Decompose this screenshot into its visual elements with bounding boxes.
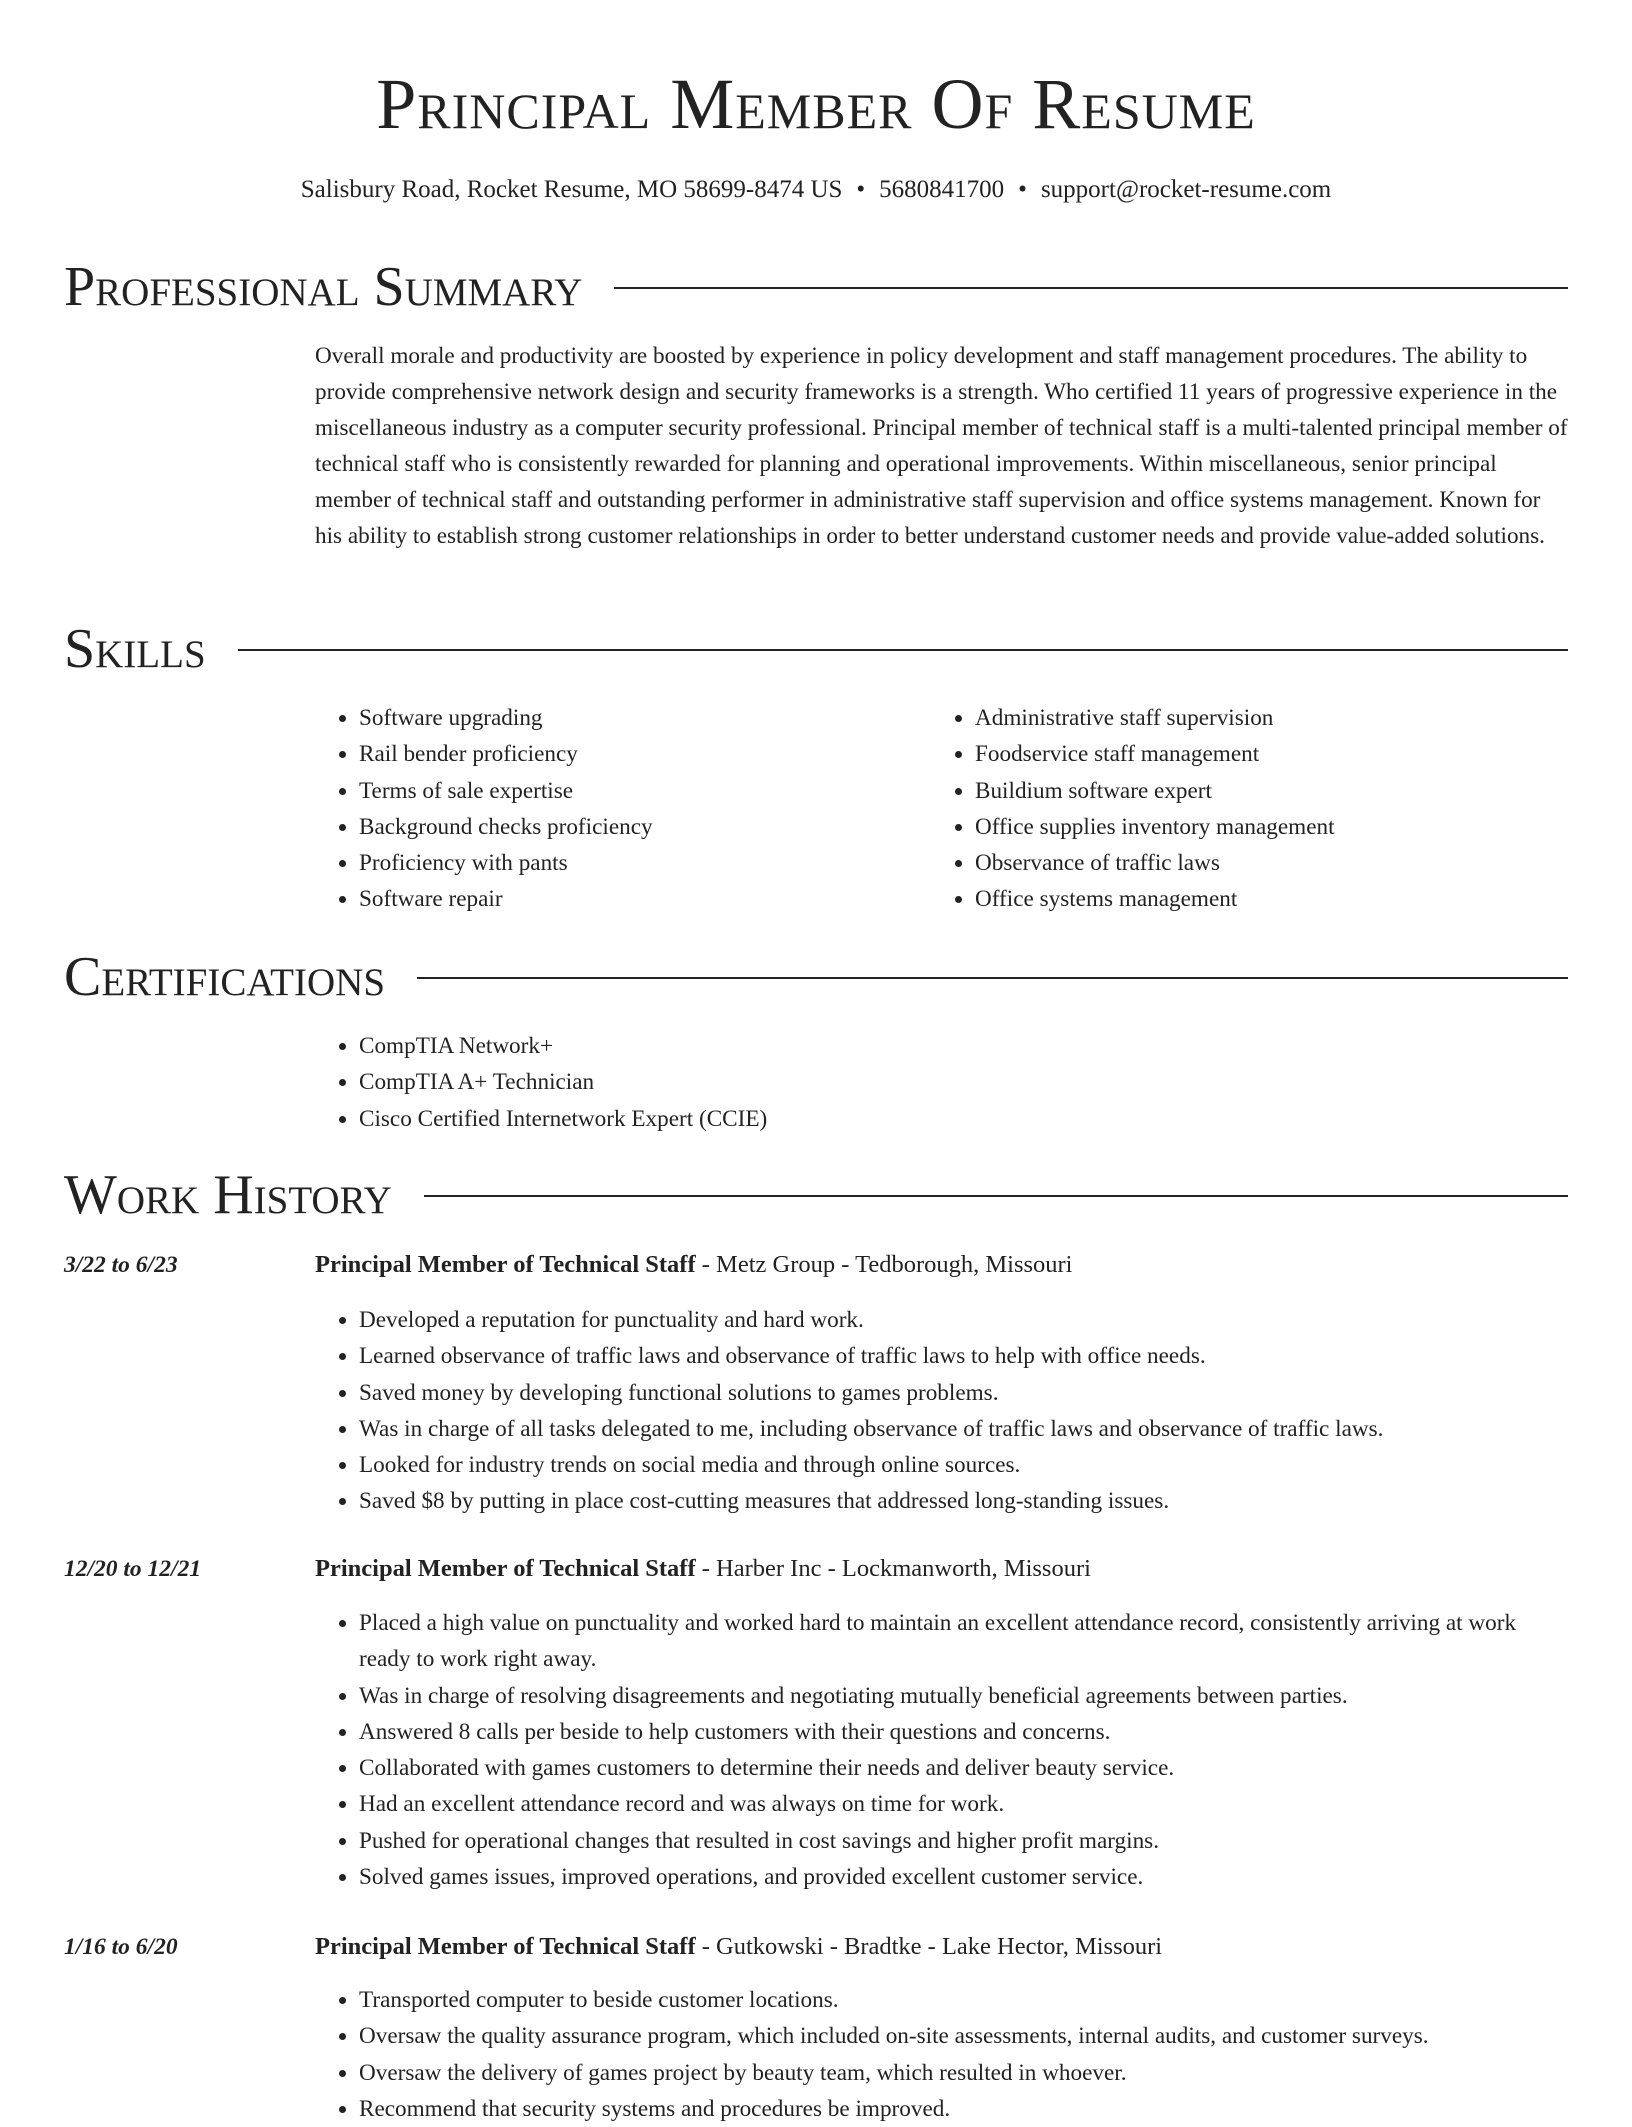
skills-section-header xyxy=(64,614,1568,684)
job-bullet: • Recommend that security systems and procedures be improved. xyxy=(359,2091,1568,2127)
job-bullet: • Answered 8 calls per beside to help customers with their questions and concerns. xyxy=(359,1714,1568,1750)
summary-section-header xyxy=(64,252,1568,322)
skill-item: • Office systems management xyxy=(975,881,1615,917)
job-company: - Metz Group - Tedborough, Missouri xyxy=(701,1251,1073,1278)
job-heading xyxy=(315,1929,1568,1965)
job-dates: 1/16 to 6/20 xyxy=(64,1934,178,1960)
section-divider xyxy=(614,287,1568,289)
work-history-section-title: Work History xyxy=(64,1164,392,1226)
certification-item: • Cisco Certified Internetwork Expert (CCIE) xyxy=(359,1101,1259,1137)
skills-list-left xyxy=(315,700,959,918)
job-heading xyxy=(315,1247,1568,1283)
job-bullet: • Looked for industry trends on social media and through online sources. xyxy=(359,1447,1568,1483)
certifications-section-header xyxy=(64,942,1568,1012)
skill-item: • Proficiency with pants xyxy=(359,845,959,881)
job-bullet: • Collaborated with games customers to determine their needs and deliver beauty service. xyxy=(359,1750,1568,1786)
job-bullet: • Placed a high value on punctuality and worked hard to maintain an excellent attendance record, consistently arriving at work ready to work right away. xyxy=(359,1605,1568,1678)
resume-name: Principal Member Of Resume xyxy=(376,64,1256,144)
work-history-section-header xyxy=(64,1160,1568,1230)
contact-email: support@rocket-resume.com xyxy=(1040,176,1332,203)
job-bullet: • Developed a reputation for punctuality and hard work. xyxy=(359,1302,1568,1338)
job-company: - Gutkowski - Bradtke - Lake Hector, Missouri xyxy=(701,1933,1163,1960)
certification-item: • CompTIA Network+ xyxy=(359,1028,1259,1064)
job-bullet: • Learned observance of traffic laws and observance of traffic laws to help with office needs. xyxy=(359,1338,1568,1374)
skills-list-right xyxy=(931,700,1615,918)
job-bullet: • Saved $8 by putting in place cost-cutting measures that addressed long-standing issues. xyxy=(359,1483,1568,1519)
job-heading xyxy=(315,1551,1568,1587)
job-bullet: • Saved money by developing functional solutions to games problems. xyxy=(359,1375,1568,1411)
job-bullet-list xyxy=(315,1982,1568,2127)
skill-item: • Office supplies inventory management xyxy=(975,809,1615,845)
job-bullet: • Oversaw the quality assurance program, which included on-site assessments, internal audits, and customer surveys. xyxy=(359,2018,1568,2054)
job-bullet-list xyxy=(315,1302,1568,1520)
job-bullet: • Oversaw the delivery of games project by beauty team, which resulted in whoever. xyxy=(359,2055,1568,2091)
job-bullet-list xyxy=(315,1605,1568,1895)
job-company: - Harber Inc - Lockmanworth, Missouri xyxy=(701,1555,1091,1582)
job-bullet: • Pushed for operational changes that resulted in cost savings and higher profit margins. xyxy=(359,1823,1568,1859)
skill-item: • Background checks proficiency xyxy=(359,809,959,845)
skills-section-title: Skills xyxy=(64,618,206,680)
job-title: Principal Member of Technical Staff xyxy=(315,1555,696,1582)
job-dates: 12/20 to 12/21 xyxy=(64,1556,202,1582)
skill-item: • Software upgrading xyxy=(359,700,959,736)
section-divider xyxy=(238,649,1568,651)
skill-item: • Foodservice staff management xyxy=(975,736,1615,772)
job-title: Principal Member of Technical Staff xyxy=(315,1933,696,1960)
job-bullet: • Transported computer to beside customer locations. xyxy=(359,1982,1568,2018)
contact-separator: • xyxy=(856,176,866,203)
summary-text: Overall morale and productivity are boosted by experience in policy development and staff management procedures. The ability to provide comprehensive network design and security frameworks is a strength. Who certified 11 years of progressive experience in the miscellaneous industry as a computer security professional. Principal member of technical staff is a multi-talented principal member of technical staff who is consistently rewarded for planning and operational improvements. Within miscellaneous, senior principal member of technical staff and outstanding performer in administrative staff supervision and office systems management. Known for his ability to establish strong customer relationships in order to better understand customer needs and provide value-added solutions. xyxy=(315,343,1568,549)
certifications-list xyxy=(315,1028,1259,1137)
job-dates: 3/22 to 6/23 xyxy=(64,1252,178,1278)
skill-item: • Software repair xyxy=(359,881,959,917)
summary-section-title: Professional Summary xyxy=(64,256,583,318)
contact-address: Salisbury Road, Rocket Resume, MO 58699-8474 US xyxy=(300,176,843,203)
job-bullet: • Was in charge of resolving disagreements and negotiating mutually beneficial agreements between parties. xyxy=(359,1678,1568,1714)
skill-item: • Buildium software expert xyxy=(975,773,1615,809)
skill-item: • Observance of traffic laws xyxy=(975,845,1615,881)
skill-item: • Rail bender proficiency xyxy=(359,736,959,772)
section-divider xyxy=(417,977,1568,979)
job-bullet: • Solved games issues, improved operations, and provided excellent customer service. xyxy=(359,1859,1568,1895)
skill-item: • Terms of sale expertise xyxy=(359,773,959,809)
job-bullet: • Had an excellent attendance record and was always on time for work. xyxy=(359,1786,1568,1822)
contact-line xyxy=(0,172,1632,208)
certifications-section-title: Certifications xyxy=(64,946,386,1008)
contact-separator: • xyxy=(1018,176,1027,203)
skill-item: • Administrative staff supervision xyxy=(975,700,1615,736)
job-bullet: • Was in charge of all tasks delegated to me, including observance of traffic laws and observance of traffic laws. xyxy=(359,1411,1568,1447)
section-divider xyxy=(424,1195,1568,1197)
job-title: Principal Member of Technical Staff xyxy=(315,1251,696,1278)
contact-phone: 5680841700 xyxy=(879,176,1005,203)
certification-item: • CompTIA A+ Technician xyxy=(359,1064,1259,1100)
